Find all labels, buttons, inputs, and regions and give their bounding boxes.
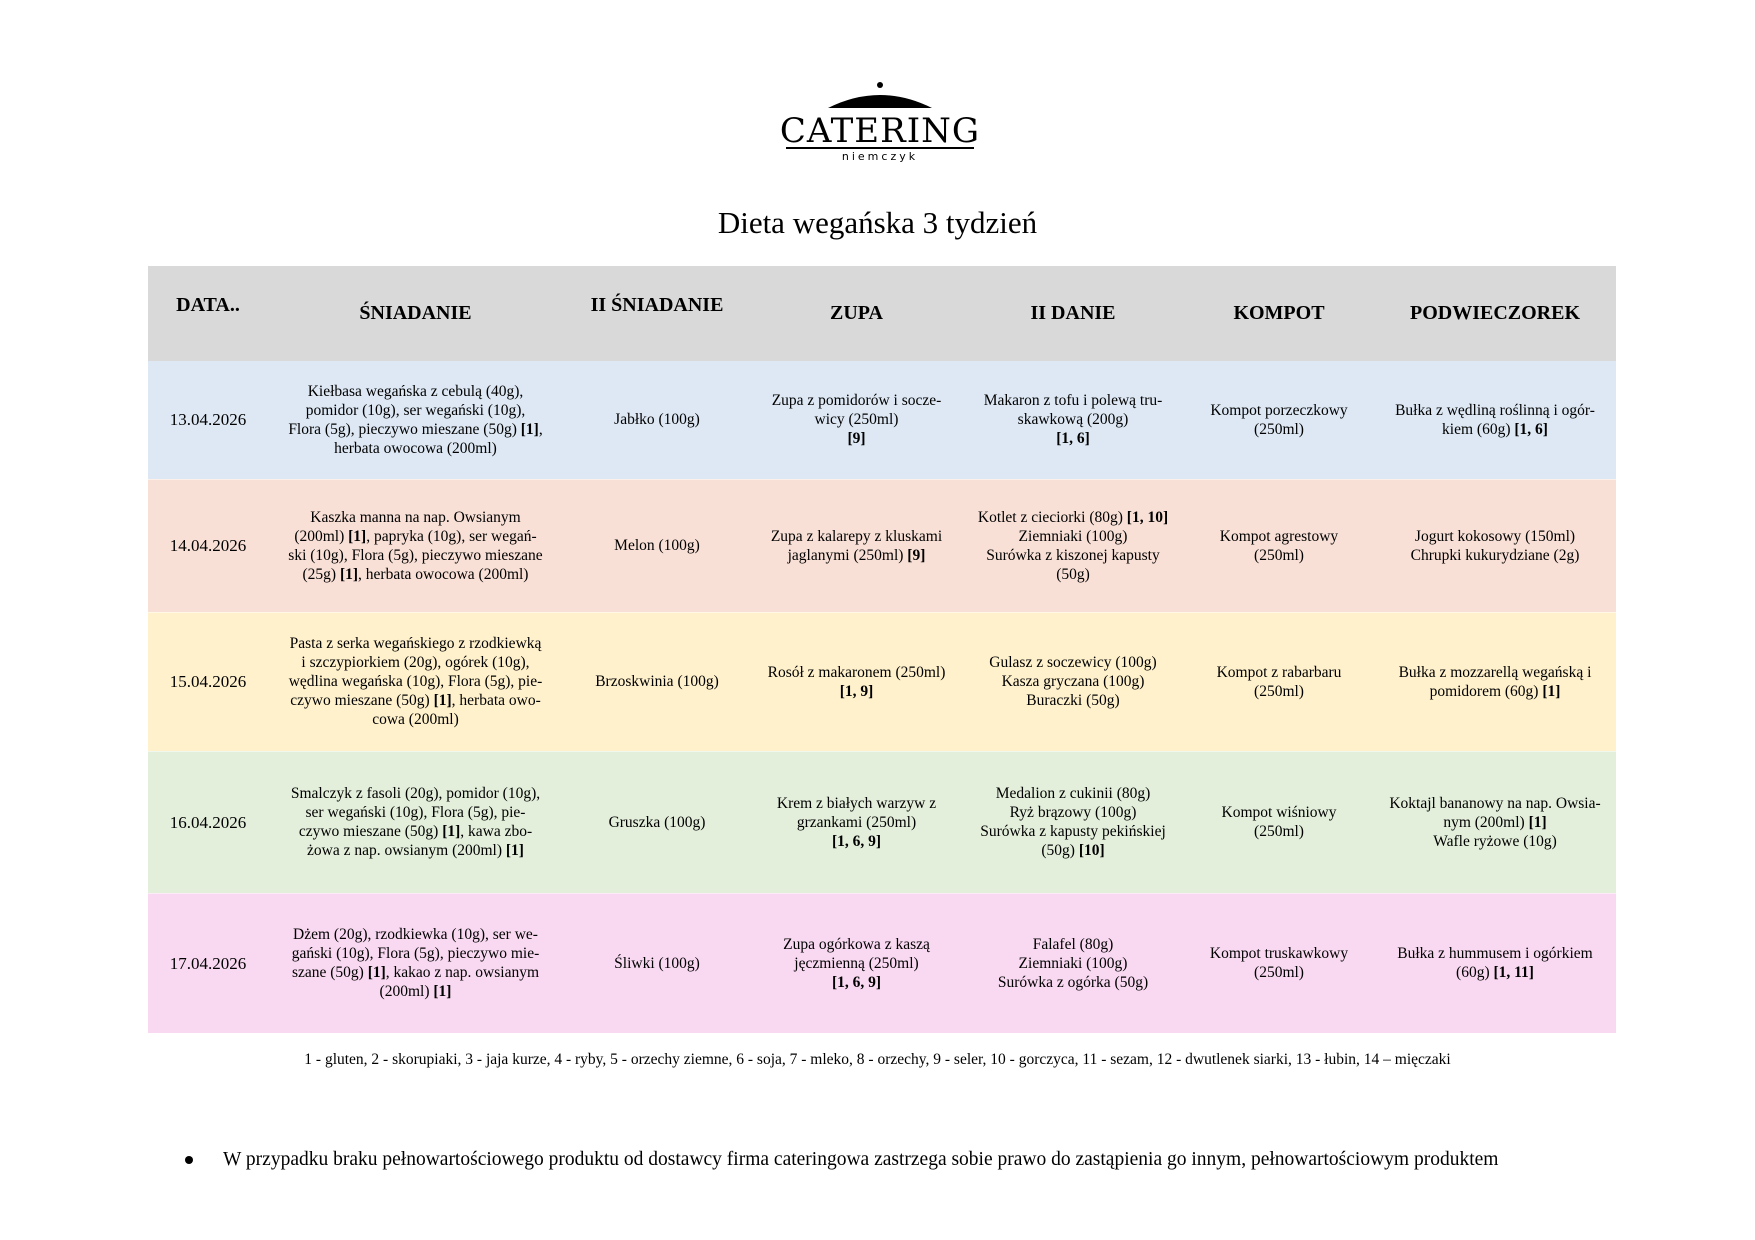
- substitution-note: [185, 1149, 1685, 1171]
- page-title: Dieta wegańska 3 tydzień: [717, 205, 1038, 240]
- cell-line: Gruszka (100g): [608, 813, 706, 831]
- cell-line: wicy (250ml): [814, 411, 899, 429]
- header-zupa: ZUPA: [751, 266, 962, 361]
- cell-line: Flora (5g), pieczywo mieszane (50g) [1],: [288, 420, 543, 438]
- cell-line: (250ml): [1254, 823, 1304, 840]
- cell-zupa: [751, 893, 962, 1033]
- cell-line: Bułka z hummusem i ogórkiem: [1397, 945, 1593, 963]
- table-row: [148, 612, 1616, 751]
- cell-line: [1, 9]: [839, 682, 874, 700]
- cell-line: Pasta z serka wegańskiego z rzodkiewką: [289, 635, 542, 652]
- cell-line: Kotlet z cieciorki (80g) [1, 10]: [977, 508, 1169, 526]
- cell-line: Dżem (20g), rzodkiewka (10g), ser we-: [293, 926, 538, 944]
- cell-line: gański (10g), Flora (5g), pieczywo mie-: [291, 945, 540, 963]
- allergen-legend: 1 - gluten, 2 - skorupiaki, 3 - jaja kurze, 4 - ryby, 5 - orzechy ziemne, 6 - soja, 7 - mleko, 8 - orzechy, 9 - seler, 10 - gorczyca, 11 - sezam, 12 - dwutlenek siarki, 13 - łubin, 14 – mięczaki: [304, 1051, 1451, 1068]
- cell-line: cowa (200ml): [372, 711, 459, 728]
- header-podwieczorek: PODWIECZOREK: [1374, 266, 1616, 361]
- cell-line: Kaszka manna na nap. Owsianym: [310, 508, 521, 526]
- logo-brand-text: CATERING: [780, 111, 980, 151]
- table-header-row: [148, 266, 1616, 361]
- table-row: [148, 361, 1616, 479]
- header-ii-danie: II DANIE: [962, 266, 1184, 361]
- cell-line: nym (200ml) [1]: [1443, 813, 1547, 831]
- cell-line: (250ml): [1254, 964, 1304, 982]
- cell-date: 16.04.2026: [148, 751, 268, 893]
- header-kompot: KOMPOT: [1184, 266, 1374, 361]
- cell-line: Medalion z cukinii (80g): [995, 785, 1151, 802]
- cell-line: Kasza gryczana (100g): [1001, 673, 1145, 690]
- cell-kompot: [1184, 479, 1374, 612]
- cell-line: czywo mieszane (50g) [1], herbata owo-: [290, 692, 541, 709]
- menu-body: [148, 361, 1616, 1033]
- cell-line: pomidorem (60g) [1]: [1429, 682, 1561, 700]
- cloche-logo-icon: [780, 78, 980, 168]
- cell-line: (250ml): [1254, 546, 1304, 564]
- cell-line: (250ml): [1254, 420, 1304, 438]
- cell-podwieczorek: [1374, 479, 1616, 612]
- cell-line: [9]: [847, 430, 866, 448]
- cell-kompot: [1184, 751, 1374, 893]
- cell-line: Kompot wiśniowy: [1221, 804, 1337, 821]
- cell-line: szane (50g) [1], kakao z nap. owsianym: [291, 964, 540, 982]
- cell-line: Ziemniaki (100g): [1018, 527, 1128, 545]
- cell-line: Ryż brązowy (100g): [1009, 804, 1137, 821]
- cell-line: Krem z białych warzyw z: [776, 794, 937, 812]
- cell-ii-danie: [962, 612, 1184, 751]
- cell-line: Zupa z kalarepy z kluskami: [770, 527, 943, 545]
- cell-line: (25g) [1], herbata owocowa (200ml): [302, 565, 529, 583]
- cell-line: Surówka z kapusty pekińskiej: [980, 823, 1166, 840]
- cell-sniadanie: [268, 479, 563, 612]
- table-row: [148, 751, 1616, 893]
- cell-line: Buraczki (50g): [1026, 692, 1120, 709]
- cell-podwieczorek: [1374, 361, 1616, 479]
- cell-line: Kompot truskawkowy: [1209, 945, 1349, 963]
- note-text: W przypadku braku pełnowartościowego produktu od dostawcy firma cateringowa zastrzega sobie prawo do zastąpienia go innym, pełnowartościowym produktem: [223, 1149, 1499, 1170]
- cell-ii-sniadanie: [563, 361, 751, 479]
- cell-line: Zupa z pomidorów i socze-: [771, 392, 942, 410]
- cell-line: Surówka z kiszonej kapusty: [986, 546, 1160, 564]
- table-row: [148, 893, 1616, 1033]
- cell-line: ser wegański (10g), Flora (5g), pie-: [305, 804, 526, 821]
- table-row: [148, 479, 1616, 612]
- cell-ii-danie: [962, 893, 1184, 1033]
- cell-line: Bułka z wędliną roślinną i ogór-: [1395, 401, 1595, 419]
- cell-line: Ziemniaki (100g): [1018, 954, 1128, 972]
- cell-zupa: [751, 612, 962, 751]
- cell-line: Wafle ryżowe (10g): [1433, 832, 1557, 850]
- cell-line: Gulasz z soczewicy (100g): [989, 654, 1157, 671]
- cell-line: Falafel (80g): [1032, 935, 1114, 953]
- cell-podwieczorek: [1374, 751, 1616, 893]
- catering-logo: [780, 78, 980, 168]
- cell-ii-sniadanie: [563, 612, 751, 751]
- cell-zupa: [751, 751, 962, 893]
- cell-line: Melon (100g): [614, 537, 700, 554]
- header-date: DATA..: [148, 266, 268, 361]
- cell-kompot: [1184, 361, 1374, 479]
- cell-line: Chrupki kukurydziane (2g): [1410, 546, 1580, 564]
- cell-line: kiem (60g) [1, 6]: [1442, 420, 1548, 438]
- cell-line: wędlina wegańska (10g), Flora (5g), pie-: [288, 673, 543, 690]
- cell-date: 13.04.2026: [169, 410, 247, 430]
- cell-ii-danie: [962, 361, 1184, 479]
- bullet-icon: [185, 1156, 193, 1164]
- cell-line: (250ml): [1254, 682, 1304, 700]
- cell-line: Bułka z mozzarellą wegańską i: [1398, 663, 1592, 681]
- cell-sniadanie: [268, 361, 563, 479]
- cell-line: (60g) [1, 11]: [1456, 964, 1534, 982]
- cell-line: jaglanymi (250ml) [9]: [787, 546, 926, 564]
- cell-line: Śliwki (100g): [614, 954, 700, 972]
- cell-line: (50g): [1056, 565, 1090, 583]
- cell-line: (200ml) [1]: [379, 983, 452, 1001]
- cell-zupa: [751, 479, 962, 612]
- cell-line: Zupa ogórkowa z kaszą: [783, 935, 930, 953]
- cell-date: 14.04.2026: [148, 479, 268, 612]
- cell-line: Makaron z tofu i polewą tru-: [983, 392, 1163, 410]
- cell-line: Brzoskwinia (100g): [595, 673, 719, 690]
- cell-ii-sniadanie: [563, 479, 751, 612]
- menu-table: [148, 266, 1616, 1033]
- cell-date: 17.04.2026: [148, 893, 268, 1033]
- cell-line: grzankami (250ml): [796, 813, 917, 831]
- cell-date: 15.04.2026: [148, 612, 268, 751]
- cell-line: Kompot porzeczkowy: [1210, 401, 1348, 419]
- cell-line: Kompot agrestowy: [1219, 527, 1339, 545]
- cell-line: Koktajl bananowy na nap. Owsia-: [1389, 794, 1601, 812]
- cell-line: (200ml) [1], papryka (10g), ser wegań-: [294, 527, 537, 545]
- cell-line: Jogurt kokosowy (150ml): [1414, 527, 1576, 545]
- cell-ii-sniadanie: [563, 751, 751, 893]
- cell-podwieczorek: [1374, 612, 1616, 751]
- cell-line: Surówka z ogórka (50g): [997, 973, 1149, 991]
- cell-podwieczorek: [1374, 893, 1616, 1033]
- cell-sniadanie: [268, 612, 563, 751]
- logo-sub-text: niemczyk: [841, 150, 919, 163]
- cell-line: skawkową (200g): [1017, 411, 1129, 429]
- cell-line: [1, 6, 9]: [831, 973, 882, 991]
- cell-line: jęczmienną (250ml): [794, 954, 919, 972]
- header-ii-sniadanie: II ŚNIADANIE: [563, 266, 751, 361]
- cell-line: pomidor (10g), ser wegański (10g),: [305, 401, 526, 419]
- cell-line: (50g) [10]: [1041, 842, 1105, 859]
- cell-ii-danie: [962, 751, 1184, 893]
- cell-kompot: [1184, 893, 1374, 1033]
- cell-line: Kompot z rabarbaru: [1216, 663, 1342, 681]
- cell-line: [1, 6, 9]: [831, 832, 882, 850]
- cell-line: żowa z nap. owsianym (200ml) [1]: [307, 842, 524, 859]
- cell-line: [1, 6]: [1056, 430, 1090, 448]
- cell-line: herbata owocowa (200ml): [334, 439, 497, 457]
- cell-line: Smalczyk z fasoli (20g), pomidor (10g),: [290, 785, 541, 802]
- header-sniadanie: ŚNIADANIE: [268, 266, 563, 361]
- cell-kompot: [1184, 612, 1374, 751]
- cell-ii-danie: [962, 479, 1184, 612]
- cell-zupa: [751, 361, 962, 479]
- cell-line: i szczypiorkiem (20g), ogórek (10g),: [301, 654, 530, 671]
- cell-ii-sniadanie: [563, 893, 751, 1033]
- cell-line: ski (10g), Flora (5g), pieczywo mieszane: [288, 546, 543, 564]
- cell-line: Rosół z makaronem (250ml): [767, 663, 946, 681]
- cell-sniadanie: [268, 893, 563, 1033]
- cell-line: czywo mieszane (50g) [1], kawa zbo-: [298, 823, 533, 840]
- cell-sniadanie: [268, 751, 563, 893]
- cell-line: Jabłko (100g): [614, 411, 700, 429]
- cell-line: Kiełbasa wegańska z cebulą (40g),: [307, 382, 524, 400]
